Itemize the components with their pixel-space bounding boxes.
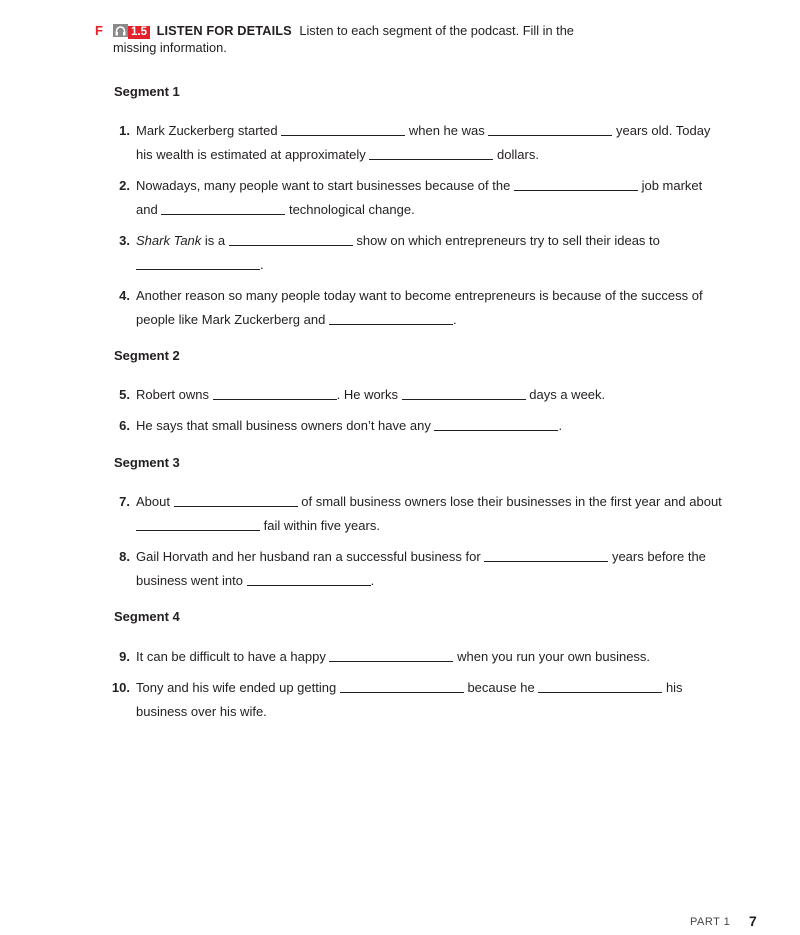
question-text: Tony and his wife ended up getting [136, 680, 337, 695]
question-text: . [260, 256, 264, 272]
segment-heading: Segment 1 [114, 84, 180, 99]
question-text: Nowadays, many people want to start businesses because of the [136, 178, 511, 193]
exercise-letter: F [95, 23, 103, 38]
answer-blank[interactable] [136, 517, 260, 531]
segment-heading: Segment 4 [114, 609, 180, 624]
question-number: 10. [111, 680, 130, 695]
answer-blank[interactable] [340, 679, 464, 693]
question-text: business over his wife. [136, 703, 267, 719]
answer-blank[interactable] [484, 548, 608, 562]
question-text: years old. Today [616, 123, 711, 138]
question-number: 1. [119, 123, 130, 138]
question-number: 2. [119, 178, 130, 193]
question-text: because he [467, 680, 535, 695]
question-text: He says that small business owners don’t have any [136, 418, 431, 433]
question-number: 8. [119, 549, 130, 564]
question-number: 7. [119, 494, 130, 509]
question-text: job market [641, 178, 703, 193]
task-title: LISTEN FOR DETAILS [156, 23, 292, 38]
answer-blank[interactable] [538, 679, 662, 693]
question-item-3 [108, 229, 748, 276]
track-number-badge: 1.5 [128, 26, 150, 39]
answer-blank[interactable] [161, 201, 285, 215]
question-text: Mark Zuckerberg started [136, 123, 278, 138]
question-number: 3. [119, 233, 130, 248]
question-text: . [452, 311, 457, 327]
answer-blank[interactable] [369, 146, 493, 160]
question-item-4 [108, 284, 748, 331]
question-text: Robert owns [136, 387, 209, 402]
footer-part-label: PART 1 [690, 916, 731, 928]
question-text: dollars. [497, 146, 539, 162]
question-text: is a [204, 233, 226, 248]
question-text: people like Mark Zuckerberg and [136, 311, 326, 327]
question-number: 6. [119, 418, 130, 433]
answer-blank[interactable] [488, 122, 612, 136]
question-text: Another reason so many people today want to become entrepreneurs is because of the success of [136, 288, 703, 303]
question-text: days a week. [529, 387, 606, 402]
question-text: years before the [611, 549, 706, 564]
question-text: It can be difficult to have a happy [136, 649, 326, 664]
answer-blank[interactable] [281, 122, 405, 136]
question-text: fail within five years. [263, 517, 380, 533]
segment-heading: Segment 2 [114, 348, 180, 363]
question-item-9 [108, 645, 748, 669]
question-item-8 [108, 545, 748, 592]
question-number: 5. [119, 387, 130, 402]
exercise-header [95, 22, 735, 56]
question-text: his [665, 680, 683, 695]
question-text: business went into [136, 572, 243, 588]
answer-blank[interactable] [514, 177, 638, 191]
question-item-2 [108, 174, 748, 221]
show-title: Shark Tank [136, 233, 202, 248]
question-item-5 [108, 383, 748, 407]
question-item-7 [108, 490, 748, 537]
question-text: . He works [336, 387, 399, 402]
answer-blank[interactable] [434, 417, 558, 431]
question-text: Gail Horvath and her husband ran a successful business for [136, 549, 481, 564]
question-text: of small business owners lose their businesses in the first year and about [301, 494, 722, 509]
instruction-text-cont: missing information. [113, 40, 227, 55]
question-text: when he was [408, 123, 485, 138]
question-text: . [558, 418, 563, 433]
audio-headphones-icon[interactable] [113, 24, 128, 37]
answer-blank[interactable] [329, 648, 453, 662]
question-item-6 [108, 414, 748, 438]
question-text: when you run your own business. [457, 649, 651, 664]
answer-blank[interactable] [247, 572, 371, 586]
question-number: 4. [119, 288, 130, 303]
question-item-10 [108, 676, 748, 723]
answer-blank[interactable] [229, 232, 353, 246]
segment-heading: Segment 3 [114, 455, 180, 470]
question-text: . [370, 572, 375, 588]
question-text: technological change. [288, 201, 415, 217]
question-item-1 [108, 119, 748, 166]
page-number: 7 [749, 913, 757, 929]
answer-blank[interactable] [174, 493, 298, 507]
question-text: and [136, 201, 158, 217]
question-text: show on which entrepreneurs try to sell their ideas to [356, 233, 660, 248]
answer-blank[interactable] [402, 386, 526, 400]
question-text: About [136, 494, 170, 509]
answer-blank[interactable] [136, 256, 260, 270]
question-text: his wealth is estimated at approximately [136, 146, 366, 162]
instruction-text: Listen to each segment of the podcast. Fill in the [299, 23, 574, 38]
question-number: 9. [119, 649, 130, 664]
answer-blank[interactable] [213, 386, 337, 400]
answer-blank[interactable] [329, 311, 453, 325]
